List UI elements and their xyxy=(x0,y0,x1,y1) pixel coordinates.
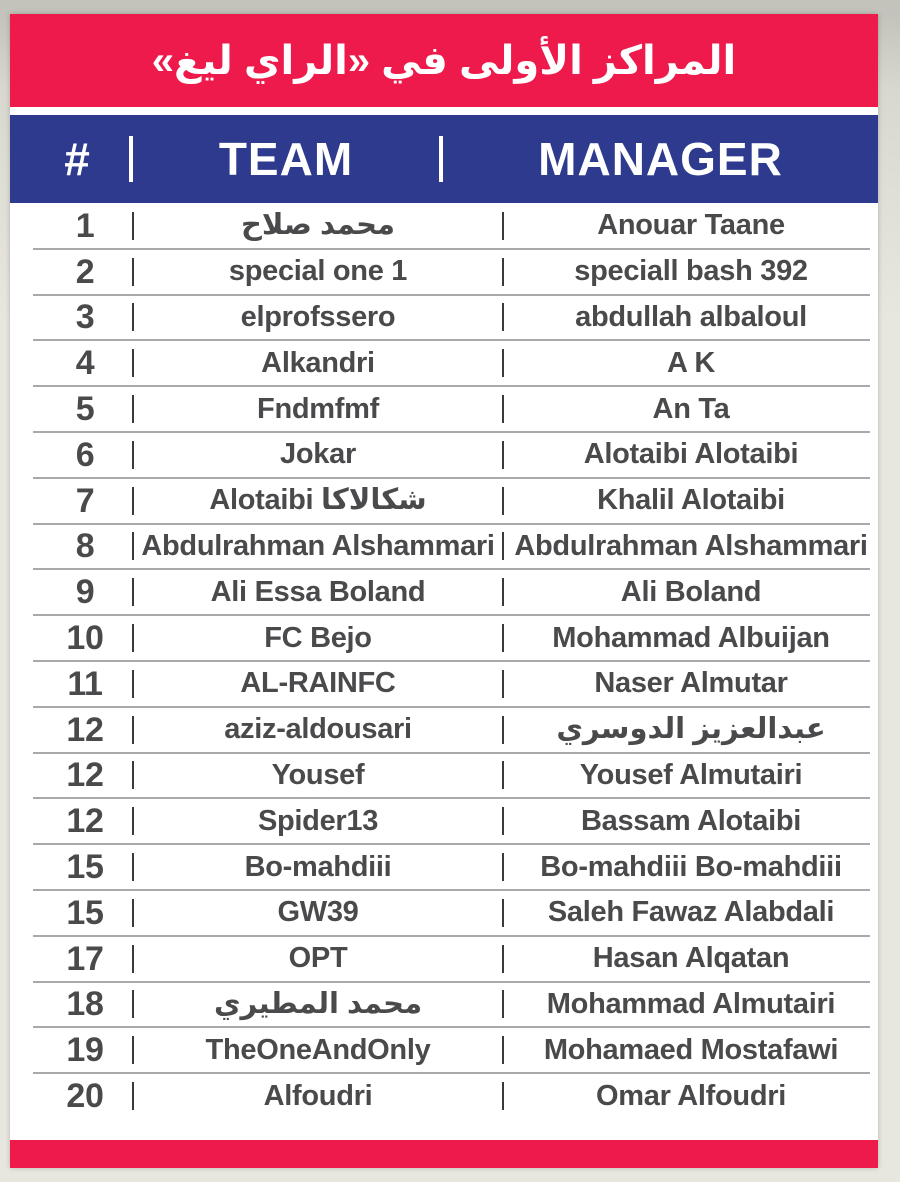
manager-name: Yousef Almutairi xyxy=(579,758,803,791)
table-row xyxy=(10,661,878,707)
rank-value: 4 xyxy=(75,344,95,383)
manager-name: An Ta xyxy=(652,392,730,425)
manager-name: Anouar Taane xyxy=(597,209,785,242)
manager-name: Mohammad Albuijan xyxy=(552,621,830,654)
team-name: Fndmfmf xyxy=(257,392,379,425)
manager-name: عبدالعزيز الدوسري xyxy=(556,713,826,746)
rank-value: 12 xyxy=(66,756,104,795)
team-name: Alkandri xyxy=(261,346,375,379)
team-name: محمد صلاح xyxy=(240,209,396,242)
rank-value: 12 xyxy=(66,802,104,841)
rank-value: 5 xyxy=(75,390,95,429)
table-row xyxy=(10,844,878,890)
table-row xyxy=(10,524,878,570)
rank-value: 3 xyxy=(75,298,95,337)
rank-value: 15 xyxy=(66,893,104,932)
manager-name: Mohammad Almutairi xyxy=(546,987,836,1020)
team-name: Abdulrahman Alshammari xyxy=(141,529,495,562)
team-name: Alfoudri xyxy=(263,1079,373,1112)
rank-value: 1 xyxy=(75,206,95,245)
team-name: GW39 xyxy=(277,896,359,929)
table-row xyxy=(10,478,878,524)
table-row xyxy=(10,707,878,753)
rank-value: 12 xyxy=(66,710,104,749)
rank-value: 11 xyxy=(67,664,103,703)
table-row xyxy=(10,753,878,799)
manager-name: Saleh Fawaz Alabdali xyxy=(547,896,835,929)
table-row xyxy=(10,203,878,249)
team-name: elprofssero xyxy=(240,300,396,333)
column-header-manager: MANAGER xyxy=(538,133,783,185)
table-row xyxy=(10,1073,878,1119)
column-header-team: TEAM xyxy=(218,133,354,185)
page-title: المراكز الأولى في «الراي ليغ» xyxy=(151,38,737,83)
team-name: Bo-mahdiii xyxy=(244,850,392,883)
team-name: Spider13 xyxy=(257,804,379,837)
title-banner xyxy=(10,14,878,107)
table-row xyxy=(10,249,878,295)
manager-name: Naser Almutar xyxy=(594,667,788,700)
rank-value: 17 xyxy=(66,939,104,978)
manager-name: Omar Alfoudri xyxy=(596,1079,786,1112)
table-row xyxy=(10,295,878,341)
rank-value: 9 xyxy=(75,573,95,612)
manager-name: Bo-mahdiii Bo-mahdiii xyxy=(540,850,842,883)
table-row xyxy=(10,569,878,615)
manager-name: A K xyxy=(667,346,715,379)
manager-name: Abdulrahman Alshammari xyxy=(514,529,868,562)
footer-bar xyxy=(10,1140,878,1168)
manager-name: Hasan Alqatan xyxy=(592,942,790,975)
team-name: Alotaibi شكالاكا xyxy=(209,484,427,517)
manager-name: abdullah albaloul xyxy=(575,300,807,333)
table-row xyxy=(10,1027,878,1073)
team-name: TheOneAndOnly xyxy=(205,1033,431,1066)
manager-name: Bassam Alotaibi xyxy=(580,804,802,837)
table-row xyxy=(10,432,878,478)
rank-value: 18 xyxy=(66,985,104,1024)
team-name: محمد المطيري xyxy=(213,987,423,1020)
team-name: aziz-aldousari xyxy=(224,713,412,746)
rank-value: 19 xyxy=(66,1031,104,1070)
team-name: OPT xyxy=(288,942,348,975)
manager-name: Khalil Alotaibi xyxy=(597,484,785,517)
team-name: FC Bejo xyxy=(264,621,372,654)
table-bottom-spacer xyxy=(10,1119,878,1140)
table-header xyxy=(10,115,878,203)
team-name: Ali Essa Boland xyxy=(210,575,426,608)
table-row xyxy=(10,340,878,386)
table-row xyxy=(10,936,878,982)
table-body xyxy=(10,203,878,1119)
column-header-rank: # xyxy=(64,133,91,185)
table-row xyxy=(10,890,878,936)
table-row xyxy=(10,798,878,844)
rank-value: 8 xyxy=(75,527,95,566)
leaderboard-card xyxy=(10,14,878,1168)
team-name: AL-RAINFC xyxy=(240,667,396,700)
table-row xyxy=(10,386,878,432)
team-name: special one 1 xyxy=(228,255,408,288)
manager-name: Ali Boland xyxy=(620,575,762,608)
table-row xyxy=(10,615,878,661)
rank-value: 20 xyxy=(66,1077,104,1116)
team-name: Yousef xyxy=(271,758,365,791)
rank-value: 7 xyxy=(75,481,95,520)
manager-name: Alotaibi Alotaibi xyxy=(583,438,799,471)
manager-name: speciall bash 392 xyxy=(574,255,808,288)
team-name: Jokar xyxy=(280,438,356,471)
table-row xyxy=(10,982,878,1028)
rank-value: 2 xyxy=(75,252,95,291)
rank-value: 6 xyxy=(75,435,95,474)
manager-name: Mohamaed Mostafawi xyxy=(543,1033,839,1066)
rank-value: 10 xyxy=(66,619,104,658)
rank-value: 15 xyxy=(66,848,104,887)
banner-divider xyxy=(10,107,878,115)
